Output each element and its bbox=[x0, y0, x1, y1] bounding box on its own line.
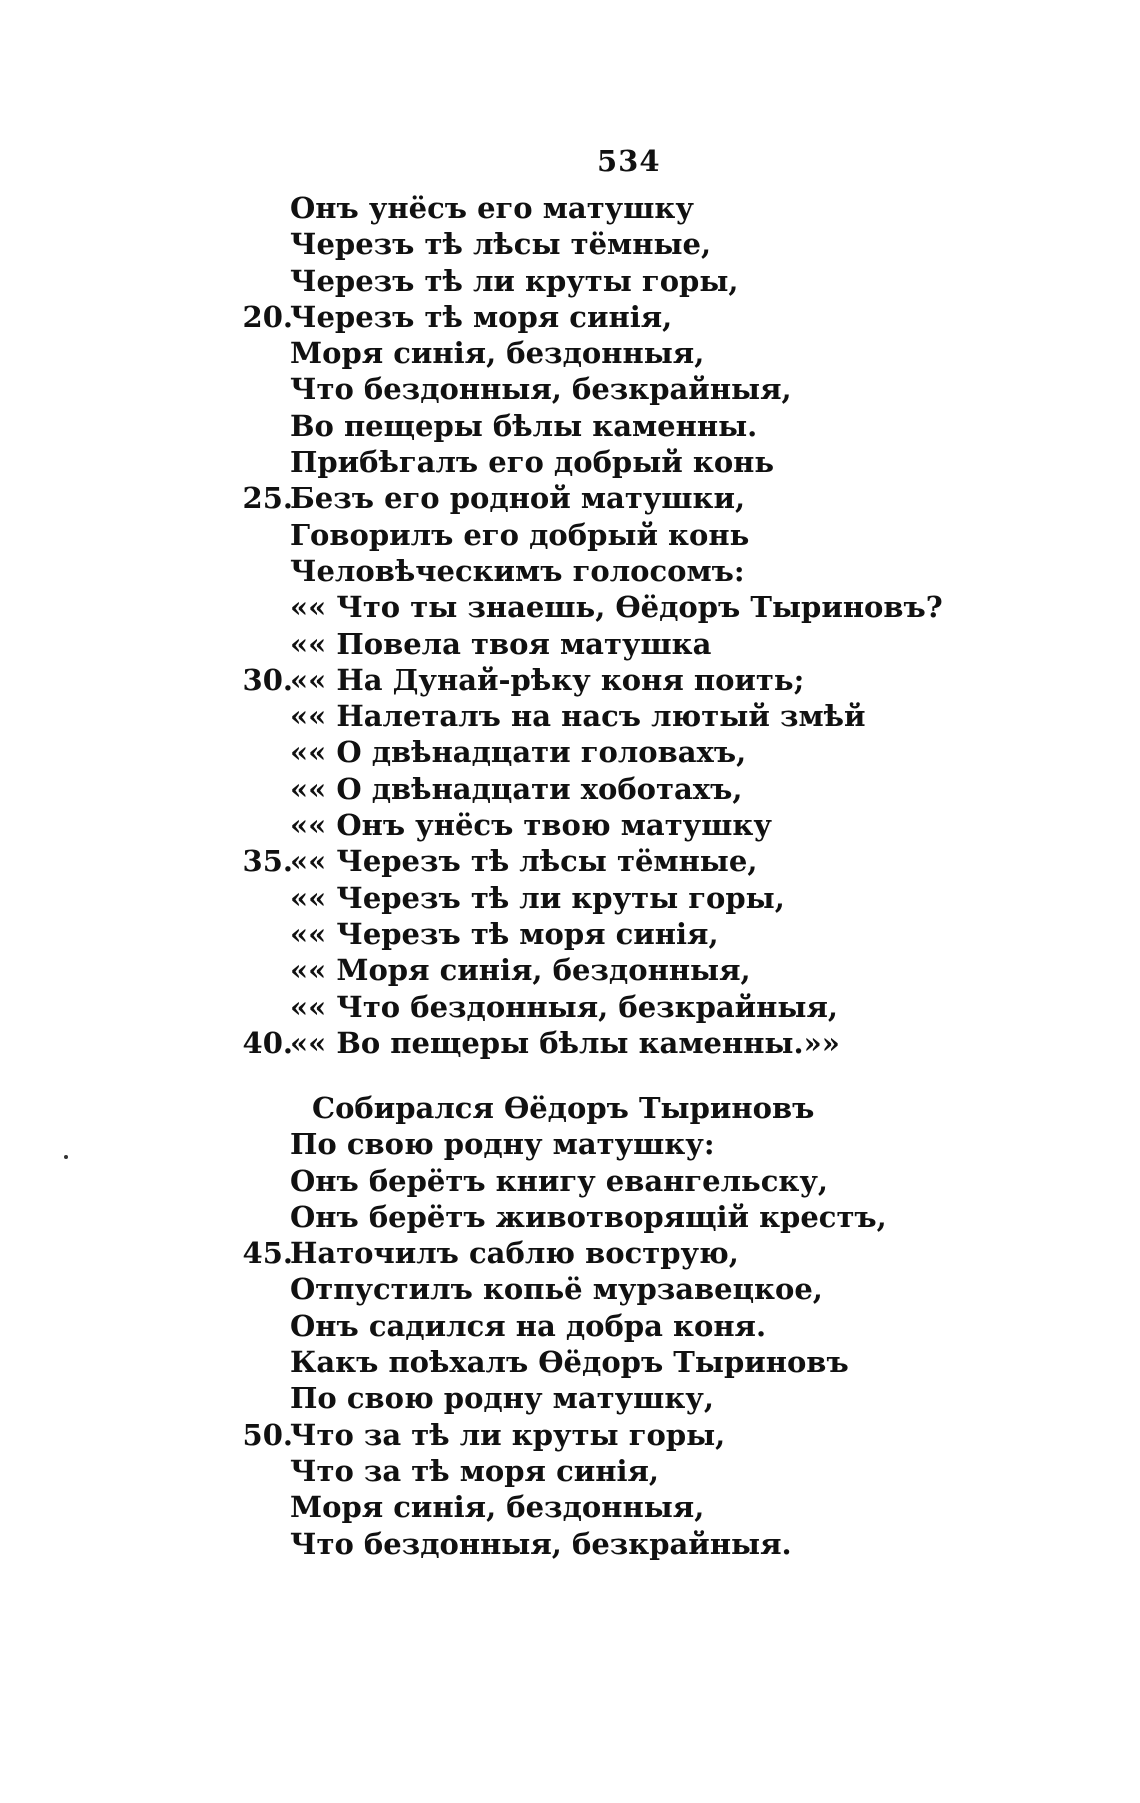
ink-speck bbox=[64, 1155, 68, 1159]
line-number: 40. bbox=[242, 1025, 293, 1060]
verse-line bbox=[0, 226, 1140, 262]
line-number: 35. bbox=[242, 844, 293, 879]
line-text: «« Во пещеры бѣлы каменны.»» bbox=[290, 1025, 840, 1060]
line-text: Онъ берётъ животворящій крестъ, bbox=[290, 1199, 887, 1234]
verse-line bbox=[0, 1308, 1140, 1344]
verse-line bbox=[0, 734, 1140, 770]
verse-line bbox=[0, 626, 1140, 662]
verse-line bbox=[0, 263, 1140, 299]
verse-line bbox=[0, 1380, 1140, 1416]
line-text: «« Онъ унёсъ твою матушку bbox=[290, 808, 772, 843]
line-text: «« На Дунай-рѣку коня поить; bbox=[290, 662, 805, 697]
line-text: Моря синія, бездонныя, bbox=[290, 336, 705, 371]
line-text: «« Моря синія, бездонныя, bbox=[290, 953, 751, 988]
line-text: Что бездонныя, безкрайныя. bbox=[290, 1526, 792, 1561]
line-text: Какъ поѣхалъ Ѳёдоръ Тыриновъ bbox=[290, 1345, 849, 1380]
line-text: Что за тѣ ли круты горы, bbox=[290, 1417, 726, 1452]
page-number: 534 bbox=[597, 144, 661, 178]
line-text: Человѣческимъ голосомъ: bbox=[290, 553, 745, 588]
line-text: «« О двѣнадцати головахъ, bbox=[290, 735, 747, 770]
line-text: «« Повела твоя матушка bbox=[290, 626, 712, 661]
line-number: 50. bbox=[242, 1417, 293, 1452]
verse-line bbox=[0, 1417, 1140, 1453]
line-text: Онъ унёсъ его матушку bbox=[290, 191, 694, 225]
verse-line bbox=[0, 299, 1140, 335]
line-text: По свою родну матушку: bbox=[290, 1127, 715, 1162]
verse-line bbox=[0, 807, 1140, 843]
line-text: «« О двѣнадцати хоботахъ, bbox=[290, 771, 743, 806]
verse-line bbox=[0, 408, 1140, 444]
line-number: 20. bbox=[242, 299, 293, 334]
line-text: Моря синія, бездонныя, bbox=[290, 1490, 705, 1525]
verse-line bbox=[0, 1453, 1140, 1489]
line-text: Отпустилъ копьё мурзавецкое, bbox=[290, 1272, 823, 1307]
line-number: 45. bbox=[242, 1236, 293, 1271]
line-text: Что бездонныя, безкрайныя, bbox=[290, 372, 792, 407]
line-text: Что за тѣ моря синія, bbox=[290, 1453, 659, 1488]
verse-line bbox=[0, 1526, 1140, 1562]
verse-line bbox=[0, 771, 1140, 807]
verse-line bbox=[0, 1199, 1140, 1235]
verse-line bbox=[0, 662, 1140, 698]
line-text: «« Налеталъ на насъ лютый змѣй bbox=[290, 699, 866, 734]
line-text: Безъ его родной матушки, bbox=[290, 481, 746, 516]
line-text: Черезъ тѣ лѣсы тёмные, bbox=[290, 227, 712, 262]
verse-line bbox=[0, 1126, 1140, 1162]
line-text: «« Черезъ тѣ моря синія, bbox=[290, 916, 719, 951]
verse-line bbox=[0, 553, 1140, 589]
line-text: Собирался Ѳёдоръ Тыриновъ bbox=[312, 1091, 815, 1125]
verse-line bbox=[0, 698, 1140, 734]
verse-line bbox=[0, 880, 1140, 916]
verse-line bbox=[0, 589, 1140, 625]
verse-line bbox=[0, 1489, 1140, 1525]
verse-line bbox=[0, 1271, 1140, 1307]
stanza-2 bbox=[0, 1090, 1140, 1562]
stanza-1 bbox=[0, 190, 1140, 1061]
line-number: 30. bbox=[242, 662, 293, 697]
line-text: Черезъ тѣ ли круты горы, bbox=[290, 263, 739, 298]
verse-line bbox=[0, 190, 1140, 226]
verse-line bbox=[0, 517, 1140, 553]
line-text: Прибѣгалъ его добрый конь bbox=[290, 445, 775, 480]
verse-line bbox=[0, 1235, 1140, 1271]
line-text: Во пещеры бѣлы каменны. bbox=[290, 408, 758, 443]
verse-line bbox=[0, 444, 1140, 480]
verse-line bbox=[0, 989, 1140, 1025]
line-text: «« Черезъ тѣ ли круты горы, bbox=[290, 880, 785, 915]
line-text: Онъ садился на добра коня. bbox=[290, 1308, 767, 1343]
verse-line bbox=[0, 1090, 1140, 1126]
verse-line bbox=[0, 335, 1140, 371]
line-number: 25. bbox=[242, 481, 293, 516]
line-text: «« Что бездонныя, безкрайныя, bbox=[290, 989, 838, 1024]
line-text: Говорилъ его добрый конь bbox=[290, 517, 750, 552]
verse-line bbox=[0, 371, 1140, 407]
line-text: «« Что ты знаешь, Ѳёдоръ Тыриновъ? bbox=[290, 590, 943, 625]
line-text: Наточилъ саблю вострую, bbox=[290, 1236, 739, 1271]
line-text: Черезъ тѣ моря синія, bbox=[290, 299, 673, 334]
verse-line bbox=[0, 1163, 1140, 1199]
line-text: Онъ берётъ книгу евангельску, bbox=[290, 1163, 829, 1198]
verse-line bbox=[0, 952, 1140, 988]
verse-line bbox=[0, 1025, 1140, 1061]
verse-line bbox=[0, 916, 1140, 952]
verse-line bbox=[0, 480, 1140, 516]
line-text: По свою родну матушку, bbox=[290, 1381, 714, 1416]
verse-line bbox=[0, 843, 1140, 879]
verse-line bbox=[0, 1344, 1140, 1380]
line-text: «« Черезъ тѣ лѣсы тёмные, bbox=[290, 844, 758, 879]
